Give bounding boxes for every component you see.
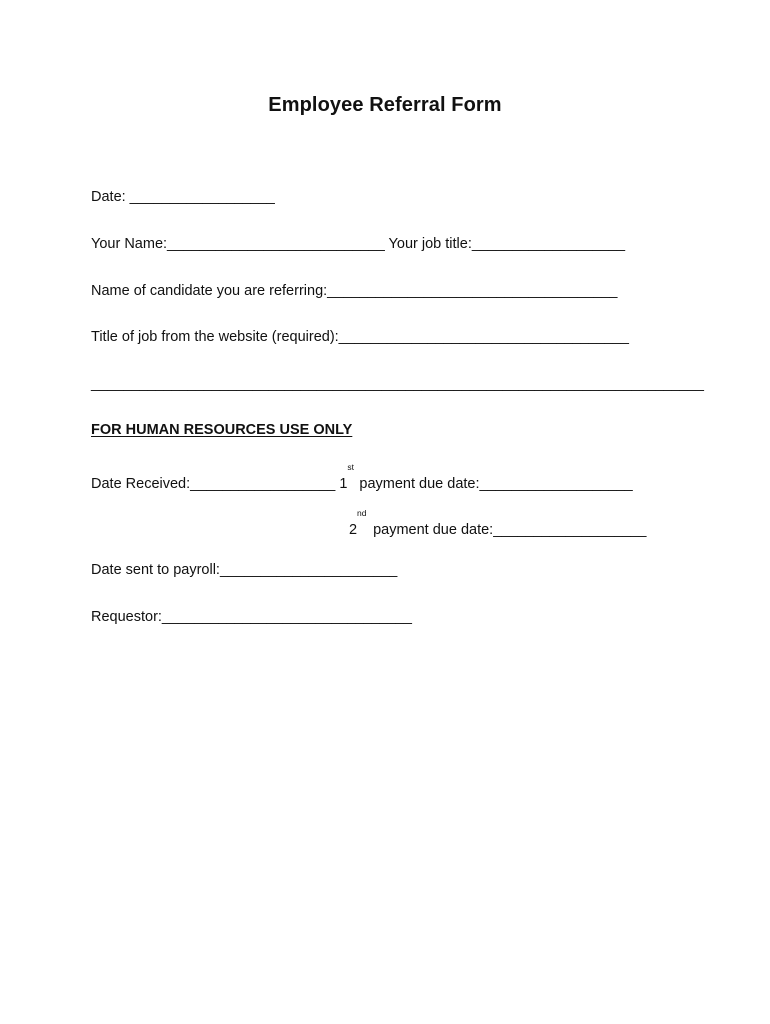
- date-field: Date: __________________: [91, 189, 275, 205]
- second-ordinal-suffix: nd: [357, 508, 367, 518]
- first-payment-due-date-field: payment due date:___________________: [359, 476, 633, 492]
- second-payment-due-date-field: payment due date:___________________: [373, 522, 647, 538]
- your-job-title-field: Your job title:___________________: [384, 236, 626, 252]
- second-ordinal: [349, 508, 367, 539]
- date-sent-to-payroll-field: Date sent to payroll:______________________: [91, 562, 398, 578]
- first-ordinal: [339, 462, 354, 493]
- first-number: 1: [339, 476, 348, 492]
- job-title-website-field: Title of job from the website (required):____________________________________: [91, 329, 629, 345]
- date-received-row: [91, 462, 633, 493]
- date-received-field: Date Received:__________________: [91, 476, 336, 492]
- second-payment-row: [349, 508, 647, 539]
- candidate-name-field: Name of candidate you are referring:____________________________________: [91, 283, 618, 299]
- hr-use-only-heading: FOR HUMAN RESOURCES USE ONLY: [91, 422, 353, 438]
- name-and-job-title-row: [91, 235, 625, 253]
- first-ordinal-suffix: st: [347, 462, 354, 472]
- separator-rule: ____________________________________________________________________________: [91, 376, 704, 392]
- form-title: Employee Referral Form: [268, 94, 502, 116]
- requestor-field: Requestor:_______________________________: [91, 609, 412, 625]
- your-name-field: Your Name:___________________________: [91, 236, 385, 252]
- second-number: 2: [349, 522, 358, 538]
